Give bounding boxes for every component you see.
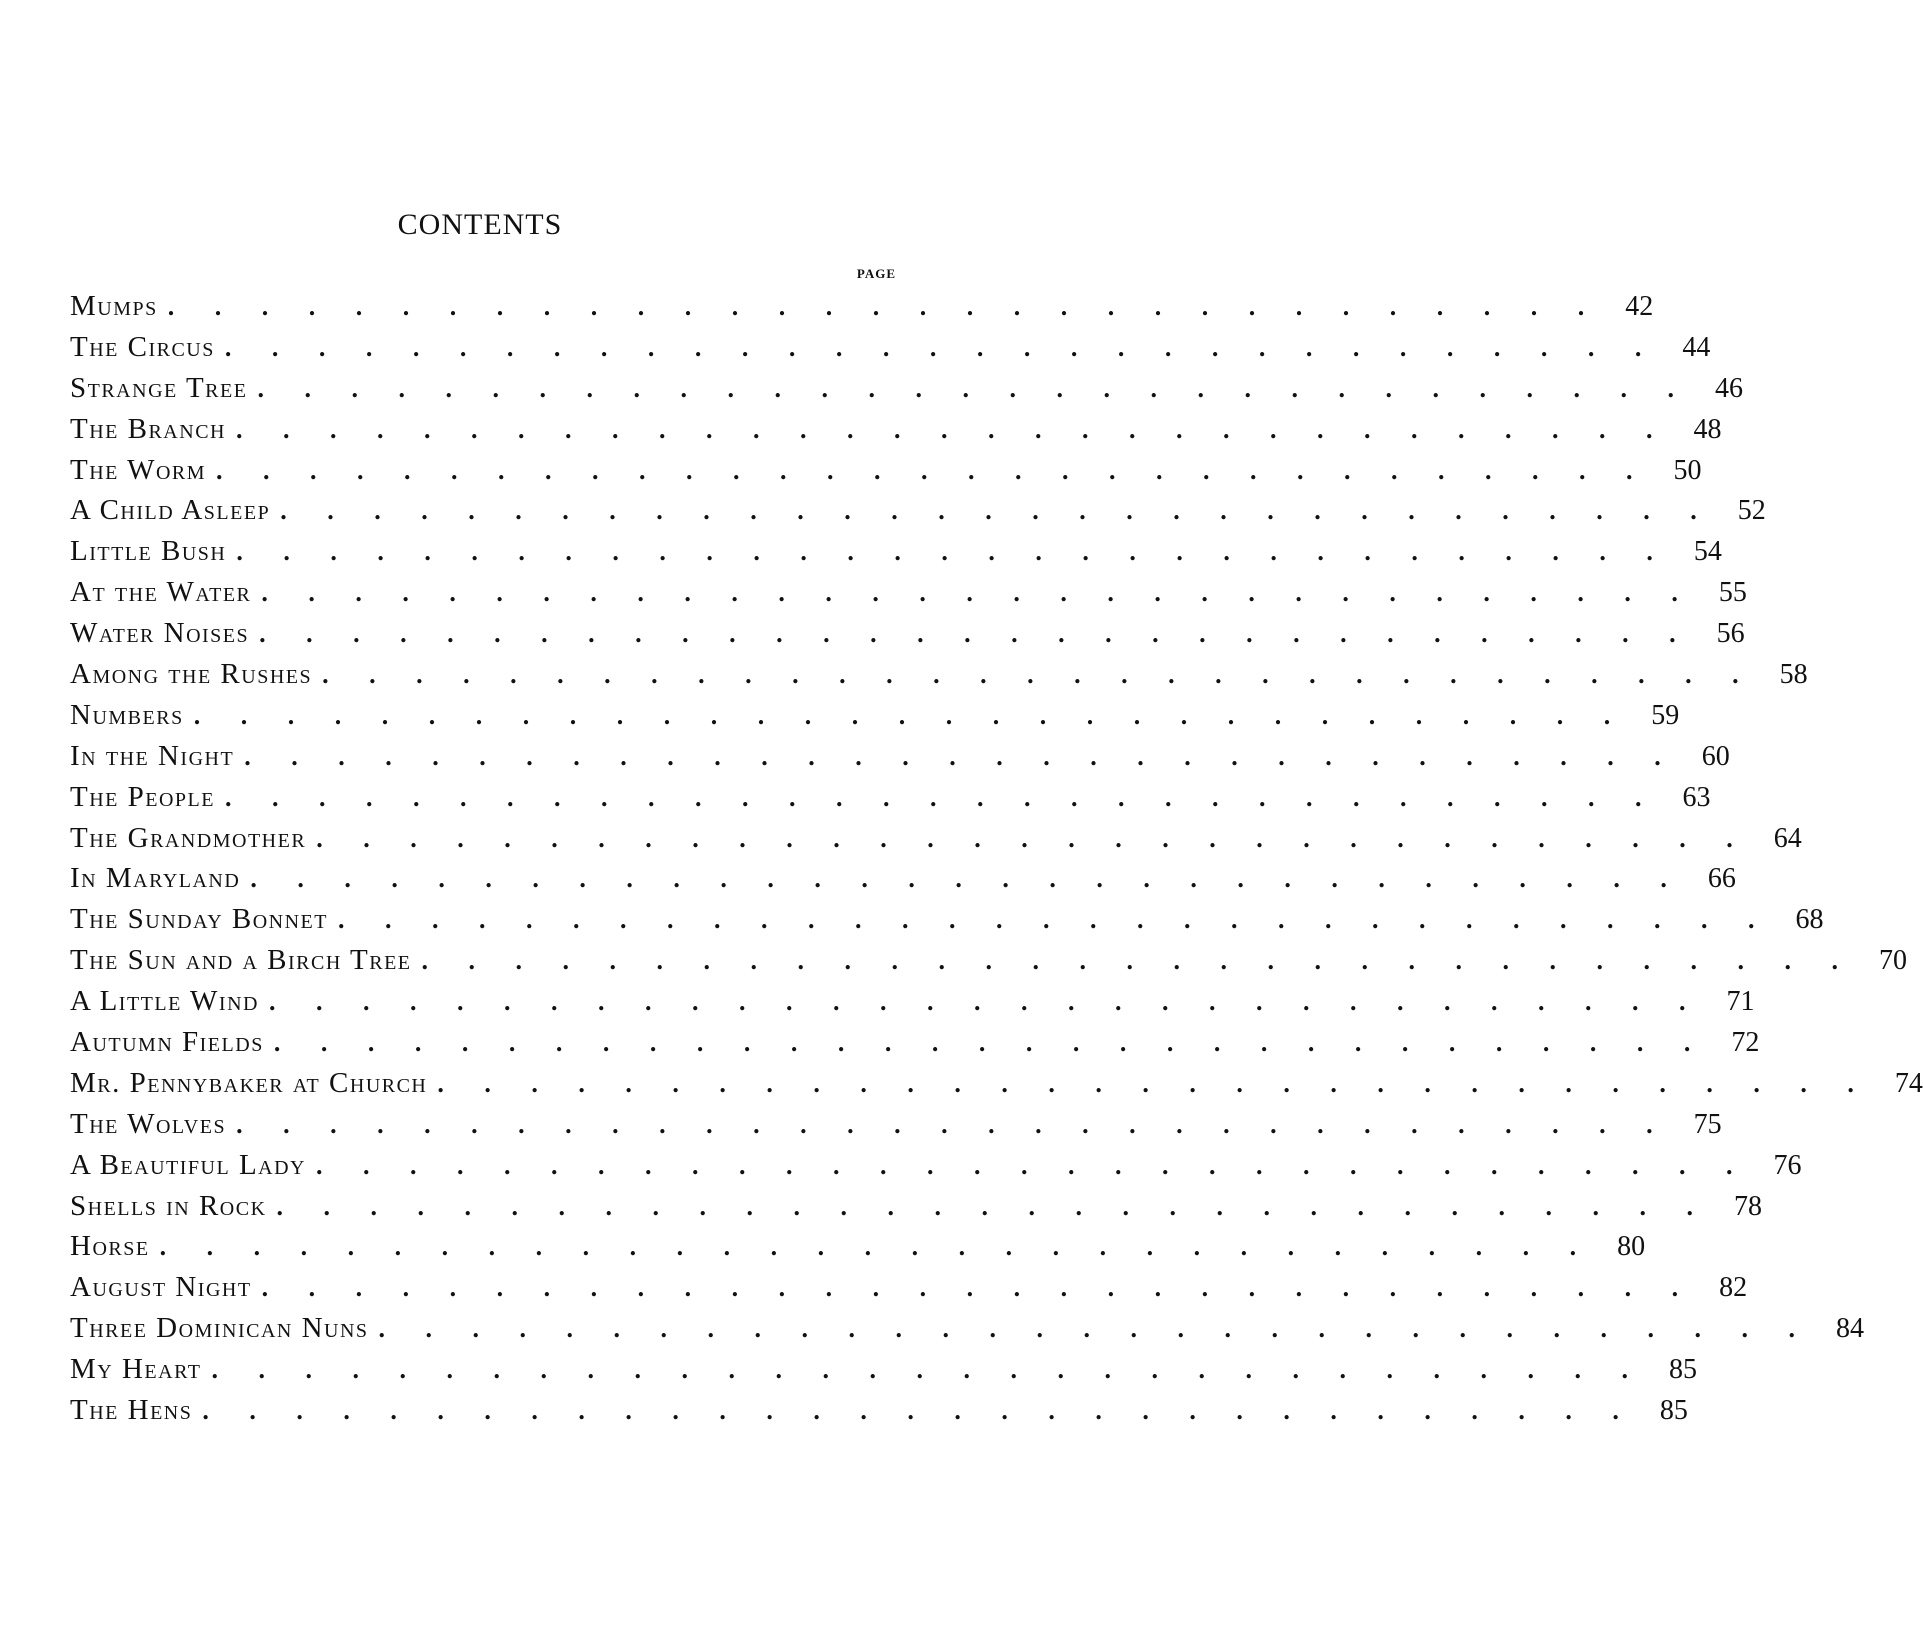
toc-entry-title: Numbers	[70, 698, 184, 731]
dot-leader: . . . . . . . . . . . . . . . . . . . . . . . . . . . . . . .	[202, 1396, 1636, 1426]
dot-leader: . . . . . . . . . . . . . . . . . . . . . . . . . . . . . . .	[216, 455, 1650, 485]
toc-entry-title: The Sunday Bonnet	[70, 903, 328, 936]
toc-entry	[70, 1026, 1760, 1067]
toc-entry	[70, 821, 1802, 863]
toc-entry-page: 75	[1693, 1108, 1722, 1140]
toc-entry-title: The Grandmother	[70, 821, 307, 854]
toc-entry-title: August Night	[70, 1271, 252, 1304]
dot-leader: . . . . . . . . . . . . . . . . . . . . . . . . . . . . . . .	[244, 741, 1678, 771]
dot-leader: . . . . . . . . . . . . . . . . . . . . . . . . . . . . . . .	[437, 1068, 1871, 1098]
dot-leader: . . . . . . . . . . . . . . . . . . . . . . . . . . . . . . .	[261, 578, 1695, 608]
dot-leader: . . . . . . . . . . . . . . . . . . . . . . . . . . . . . . .	[224, 332, 1659, 362]
toc-entry-page: 70	[1879, 945, 1908, 977]
toc-entry-title: The Wolves	[70, 1107, 227, 1140]
dot-leader: . . . . . . . . . . . . . . . . . . . . . . . . . . . . . . .	[236, 1109, 1670, 1139]
toc-entry-page: 59	[1651, 699, 1680, 731]
toc-entry-title: A Child Asleep	[70, 494, 271, 527]
toc-entry-title: A Beautiful Lady	[70, 1148, 306, 1181]
toc-entry-page: 66	[1707, 863, 1736, 895]
dot-leader: . . . . . . . . . . . . . . . . . . . . . . . . . . . . . . .	[167, 292, 1602, 321]
toc-entry	[70, 371, 1743, 413]
toc-entry	[70, 453, 1702, 495]
toc-entry	[70, 1066, 1923, 1108]
toc-entry-page: 42	[1625, 291, 1654, 322]
toc-entry-page: 63	[1682, 781, 1711, 813]
toc-entry-page: 55	[1718, 577, 1747, 609]
toc-entry-title: Little Bush	[70, 535, 227, 568]
dot-leader: . . . . . . . . . . . . . . . . . . . . . . . . . . . . . . .	[316, 1150, 1750, 1180]
dot-leader: . . . . . . . . . . . . . . . . . . . . . . . . . . . . . . .	[235, 414, 1670, 444]
dot-leader: . . . . . . . . . . . . . . . . . . . . . . . . . . . . . . .	[322, 660, 1756, 690]
toc-entry	[70, 1107, 1722, 1149]
toc-entry-page: 54	[1693, 536, 1722, 568]
toc-entry	[70, 739, 1730, 781]
toc-entry	[70, 494, 1766, 535]
toc-entry	[70, 658, 1808, 699]
toc-entry-title: The Circus	[70, 330, 215, 363]
toc-entry-title: At the Water	[70, 576, 252, 609]
dot-leader: . . . . . . . . . . . . . . . . . . . . . . . . . . . . . . .	[159, 1232, 1594, 1262]
toc-entry-title: The Worm	[70, 453, 207, 486]
table-of-contents	[70, 290, 1923, 1435]
toc-entry-page: 48	[1693, 413, 1722, 445]
toc-entry	[70, 1353, 1697, 1394]
toc-entry-title: Mr. Pennybaker at Church	[70, 1066, 428, 1099]
toc-entry-page: 56	[1716, 618, 1745, 650]
toc-entry-page: 78	[1734, 1190, 1763, 1222]
toc-entry-title: In the Night	[70, 739, 235, 772]
toc-entry	[70, 1271, 1748, 1312]
toc-entry	[70, 1148, 1802, 1190]
toc-entry-title: In Maryland	[70, 862, 241, 895]
toc-entry-title: My Heart	[70, 1353, 202, 1386]
toc-entry	[70, 698, 1680, 740]
toc-entry-page: 44	[1682, 331, 1711, 363]
toc-entry-title: Among the Rushes	[70, 658, 313, 691]
toc-entry-page: 76	[1773, 1149, 1802, 1181]
toc-entry	[70, 1189, 1763, 1231]
toc-entry-title: Three Dominican Nuns	[70, 1312, 369, 1345]
dot-leader: . . . . . . . . . . . . . . . . . . . . . . . . . . . . . . .	[261, 1273, 1696, 1303]
toc-entry-title: A Little Wind	[70, 985, 259, 1018]
toc-entry-title: Strange Tree	[70, 371, 248, 404]
dot-leader: . . . . . . . . . . . . . . . . . . . . . . . . . . . . . . .	[273, 1028, 1708, 1058]
toc-entry-page: 58	[1779, 659, 1808, 691]
page-column-label: PAGE	[856, 266, 896, 281]
dot-leader: . . . . . . . . . . . . . . . . . . . . . . . . . . . . . . .	[257, 373, 1691, 403]
toc-entry-page: 84	[1836, 1313, 1865, 1345]
toc-entry	[70, 576, 1747, 617]
toc-entry-page: 60	[1701, 740, 1730, 772]
toc-entry-page: 85	[1659, 1395, 1688, 1427]
dot-leader: . . . . . . . . . . . . . . . . . . . . . . . . . . . . . . .	[193, 700, 1628, 730]
toc-entry	[70, 944, 1908, 985]
toc-entry-page: 72	[1731, 1027, 1760, 1059]
dot-leader: . . . . . . . . . . . . . . . . . . . . . . . . . . . . . . .	[268, 987, 1703, 1017]
dot-leader: . . . . . . . . . . . . . . . . . . . . . . . . . . . . . . .	[224, 782, 1659, 812]
toc-entry-title: The Branch	[70, 412, 226, 445]
toc-entry-page: 64	[1773, 822, 1802, 854]
dot-leader: . . . . . . . . . . . . . . . . . . . . . . . . . . . . . . .	[338, 905, 1772, 935]
toc-entry	[70, 535, 1722, 576]
toc-entry-page: 50	[1673, 454, 1702, 486]
dot-leader: . . . . . . . . . . . . . . . . . . . . . . . . . . . . . . .	[250, 864, 1684, 894]
toc-entry	[70, 412, 1722, 454]
toc-entry-page: 71	[1726, 986, 1755, 1018]
toc-entry	[70, 290, 1654, 331]
toc-entry	[70, 617, 1745, 658]
dot-leader: . . . . . . . . . . . . . . . . . . . . . . . . . . . . . . .	[211, 1355, 1645, 1385]
toc-entry-page: 68	[1795, 904, 1824, 936]
dot-leader: . . . . . . . . . . . . . . . . . . . . . . . . . . . . . . .	[236, 537, 1670, 567]
dot-leader: . . . . . . . . . . . . . . . . . . . . . . . . . . . . . . .	[276, 1191, 1711, 1221]
dot-leader: . . . . . . . . . . . . . . . . . . . . . . . . . . . . . . .	[378, 1314, 1813, 1344]
toc-entry	[70, 1394, 1688, 1435]
toc-entry-title: Water Noises	[70, 617, 250, 650]
toc-entry-page: 52	[1737, 495, 1766, 527]
toc-entry-page: 85	[1668, 1354, 1697, 1386]
dot-leader: . . . . . . . . . . . . . . . . . . . . . . . . . . . . . . .	[421, 946, 1856, 976]
toc-entry-title: Mumps	[70, 290, 158, 322]
toc-entry-title: Autumn Fields	[70, 1026, 264, 1059]
toc-entry-title: Shells in Rock	[70, 1189, 267, 1222]
page-title: CONTENTS	[397, 208, 563, 241]
dot-leader: . . . . . . . . . . . . . . . . . . . . . . . . . . . . . . .	[280, 496, 1714, 526]
dot-leader: . . . . . . . . . . . . . . . . . . . . . . . . . . . . . . .	[259, 619, 1693, 649]
toc-entry-page: 82	[1719, 1272, 1748, 1304]
toc-entry	[70, 903, 1824, 944]
toc-entry-title: The Sun and a Birch Tree	[70, 944, 412, 977]
toc-entry-page: 74	[1894, 1067, 1923, 1099]
toc-entry	[70, 780, 1711, 822]
toc-entry	[70, 985, 1755, 1026]
toc-entry	[70, 1230, 1646, 1271]
toc-entry	[70, 330, 1711, 372]
toc-entry-title: Horse	[70, 1230, 150, 1263]
toc-entry-page: 46	[1714, 372, 1743, 404]
toc-entry	[70, 1312, 1865, 1353]
toc-entry-page: 80	[1617, 1231, 1646, 1263]
toc-entry-title: The People	[70, 780, 215, 813]
toc-entry-title: The Hens	[70, 1394, 193, 1427]
toc-entry	[70, 862, 1736, 903]
dot-leader: . . . . . . . . . . . . . . . . . . . . . . . . . . . . . . .	[316, 823, 1750, 853]
